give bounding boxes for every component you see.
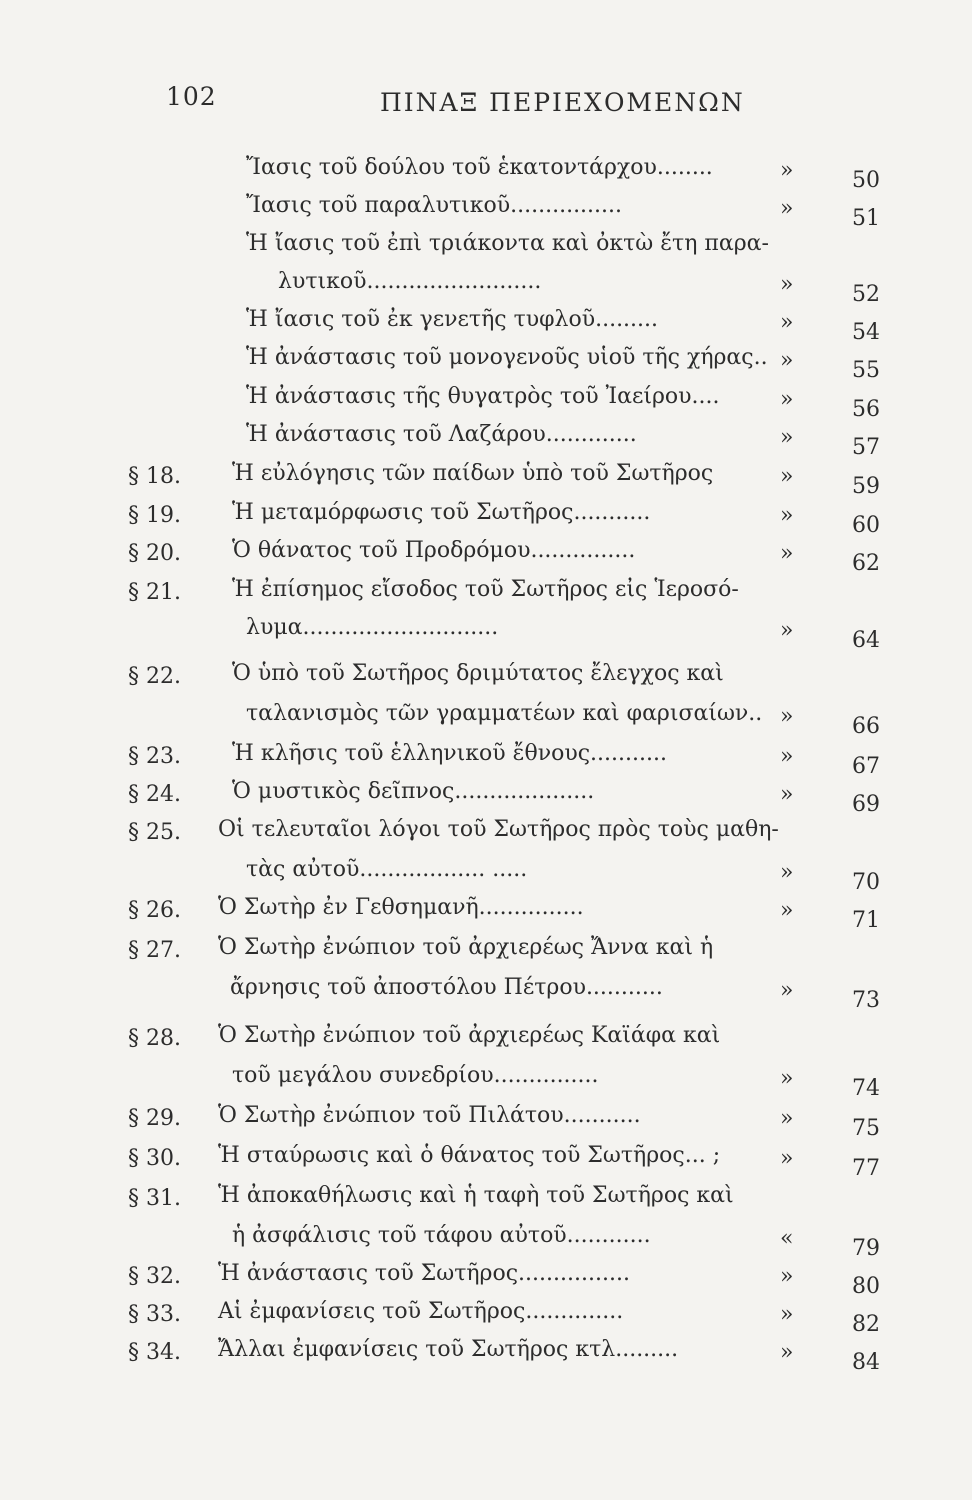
page-reference: 60 xyxy=(852,513,880,538)
entry-title-line: Ἡ ἀνάστασις τοῦ μονογενοῦς υἱοῦ τῆς χήρας.. xyxy=(246,345,768,370)
entry-title-line: Ἡ ἀνάστασις τοῦ Λαζάρου............. xyxy=(246,422,637,447)
page-reference: 62 xyxy=(852,551,880,576)
entry-title-line: Ἴασις τοῦ δούλου τοῦ ἑκατοντάρχου........ xyxy=(246,155,713,180)
ditto-mark: » xyxy=(780,464,794,489)
ditto-mark: » xyxy=(780,1264,794,1289)
ditto-mark: » xyxy=(780,310,794,335)
ditto-mark: » xyxy=(780,782,794,807)
ditto-mark: » xyxy=(780,1146,794,1171)
entry-title-line: Ἡ ἀνάστασις τῆς θυγατρὸς τοῦ Ἰαείρου.... xyxy=(246,384,720,409)
entry-title-line: Ὁ μυστικὸς δεῖπνος.................... xyxy=(232,779,595,804)
section-number: § 34. xyxy=(128,1340,181,1365)
page-reference: 55 xyxy=(852,358,880,383)
entry-title-line: Ὁ θάνατος τοῦ Προδρόμου............... xyxy=(232,538,636,563)
entry-title-line: Ὁ Σωτὴρ ἐν Γεθσημανῆ............... xyxy=(218,895,584,920)
page-reference: 84 xyxy=(852,1350,880,1375)
ditto-mark: » xyxy=(780,704,794,729)
ditto-mark: » xyxy=(780,196,794,221)
entry-title-line: Ὁ Σωτὴρ ἐνώπιον τοῦ ἀρχιερέως Ἄννα καὶ ἡ xyxy=(218,935,714,960)
entry-title-line: ταλανισμὸς τῶν γραμματέων καὶ φαρισαίων.. xyxy=(246,701,763,726)
section-number: § 30. xyxy=(128,1146,181,1171)
ditto-mark: » xyxy=(780,425,794,450)
ditto-mark: » xyxy=(780,898,794,923)
section-number: § 20. xyxy=(128,541,181,566)
ditto-mark: » xyxy=(780,541,794,566)
entry-title-line: Ἡ σταύρωσις καὶ ὁ θάνατος τοῦ Σωτῆρος... ; xyxy=(218,1143,721,1168)
page-reference: 52 xyxy=(852,282,880,307)
section-number: § 24. xyxy=(128,782,181,807)
section-number: § 25. xyxy=(128,820,181,845)
section-number: § 23. xyxy=(128,744,181,769)
page-reference: 51 xyxy=(852,206,880,231)
ditto-mark: » xyxy=(780,1340,794,1365)
ditto-mark: » xyxy=(780,1066,794,1091)
section-number: § 26. xyxy=(128,898,181,923)
page-reference: 54 xyxy=(852,320,880,345)
entry-title-line: ἡ ἀσφάλισις τοῦ τάφου αὐτοῦ............ xyxy=(232,1223,651,1248)
ditto-mark: » xyxy=(780,348,794,373)
entry-title-line: Ὁ Σωτὴρ ἐνώπιον τοῦ Πιλάτου........... xyxy=(218,1103,641,1128)
ditto-mark: » xyxy=(780,618,794,643)
entry-title-line: Οἱ τελευταῖοι λόγοι τοῦ Σωτῆρος πρὸς τοὺς μαθη- xyxy=(218,817,779,842)
section-number: § 21. xyxy=(128,580,181,605)
entry-title-line: Ἴασις τοῦ παραλυτικοῦ................ xyxy=(246,193,623,218)
page-reference: 70 xyxy=(852,870,880,895)
section-number: § 28. xyxy=(128,1026,181,1051)
ditto-mark: » xyxy=(780,860,794,885)
entry-title-line: Ἡ ἴασις τοῦ ἐπὶ τριάκοντα καὶ ὀκτὼ ἔτη παρα- xyxy=(246,231,769,256)
page-reference: 66 xyxy=(852,714,880,739)
entry-title-line: Αἱ ἐμφανίσεις τοῦ Σωτῆρος.............. xyxy=(218,1299,624,1324)
page-reference: 67 xyxy=(852,754,880,779)
entry-title-line: Ὁ ὑπὸ τοῦ Σωτῆρος δριμύτατος ἔλεγχος καὶ xyxy=(232,661,724,686)
entry-title-line: Ἡ κλῆσις τοῦ ἑλληνικοῦ ἔθνους........... xyxy=(232,741,667,766)
page-reference: 71 xyxy=(852,908,880,933)
section-number: § 27. xyxy=(128,938,181,963)
entry-title-line: Ὁ Σωτὴρ ἐνώπιον τοῦ ἀρχιερέως Καϊάφα καὶ xyxy=(218,1023,721,1048)
page-reference: 69 xyxy=(852,792,880,817)
ditto-mark: « xyxy=(780,1226,794,1251)
section-number: § 18. xyxy=(128,464,181,489)
ditto-mark: » xyxy=(780,387,794,412)
page-reference: 77 xyxy=(852,1156,880,1181)
ditto-mark: » xyxy=(780,1302,794,1327)
ditto-mark: » xyxy=(780,503,794,528)
section-number: § 32. xyxy=(128,1264,181,1289)
entry-title-line: Ἡ ἀνάστασις τοῦ Σωτῆρος................ xyxy=(218,1261,630,1286)
section-number: § 31. xyxy=(128,1186,181,1211)
entry-title-line: Ἡ ἐπίσημος εἴσοδος τοῦ Σωτῆρος εἰς Ἱεροσό- xyxy=(232,577,739,602)
entry-title-line: Ἡ εὐλόγησις τῶν παίδων ὑπὸ τοῦ Σωτῆρος xyxy=(232,461,714,486)
page-reference: 82 xyxy=(852,1312,880,1337)
entry-title-line: ἄρνησις τοῦ ἀποστόλου Πέτρου........... xyxy=(230,975,663,1000)
entry-title-line: Ἄλλαι ἐμφανίσεις τοῦ Σωτῆρος κτλ......... xyxy=(218,1337,679,1362)
section-number: § 19. xyxy=(128,503,181,528)
entry-title-line: λυμα............................ xyxy=(246,615,499,640)
page-reference: 50 xyxy=(852,168,880,193)
section-number: § 22. xyxy=(128,664,181,689)
page-reference: 57 xyxy=(852,435,880,460)
page-reference: 73 xyxy=(852,988,880,1013)
page-reference: 74 xyxy=(852,1076,880,1101)
entry-title-line: Ἡ μεταμόρφωσις τοῦ Σωτῆρος........... xyxy=(232,500,651,525)
section-number: § 33. xyxy=(128,1302,181,1327)
page-reference: 80 xyxy=(852,1274,880,1299)
section-number: § 29. xyxy=(128,1106,181,1131)
running-title: ΠΙΝΑΞ ΠΕΡΙΕΧΟΜΕΝΩΝ xyxy=(380,88,745,117)
page-number: 102 xyxy=(166,82,217,111)
ditto-mark: » xyxy=(780,978,794,1003)
page-reference: 75 xyxy=(852,1116,880,1141)
entry-title-line: Ἡ ἀποκαθήλωσις καὶ ἡ ταφὴ τοῦ Σωτῆρος καὶ xyxy=(218,1183,734,1208)
page-reference: 56 xyxy=(852,397,880,422)
entry-title-line: τὰς αὐτοῦ.................. ..... xyxy=(246,857,528,882)
entry-title-line: λυτικοῦ......................... xyxy=(278,269,542,294)
entry-title-line: τοῦ μεγάλου συνεδρίου............... xyxy=(232,1063,599,1088)
ditto-mark: » xyxy=(780,158,794,183)
page-reference: 59 xyxy=(852,474,880,499)
page-reference: 64 xyxy=(852,628,880,653)
ditto-mark: » xyxy=(780,744,794,769)
entry-title-line: Ἡ ἴασις τοῦ ἐκ γενετῆς τυφλοῦ......... xyxy=(246,307,659,332)
ditto-mark: » xyxy=(780,272,794,297)
ditto-mark: » xyxy=(780,1106,794,1131)
page-reference: 79 xyxy=(852,1236,880,1261)
